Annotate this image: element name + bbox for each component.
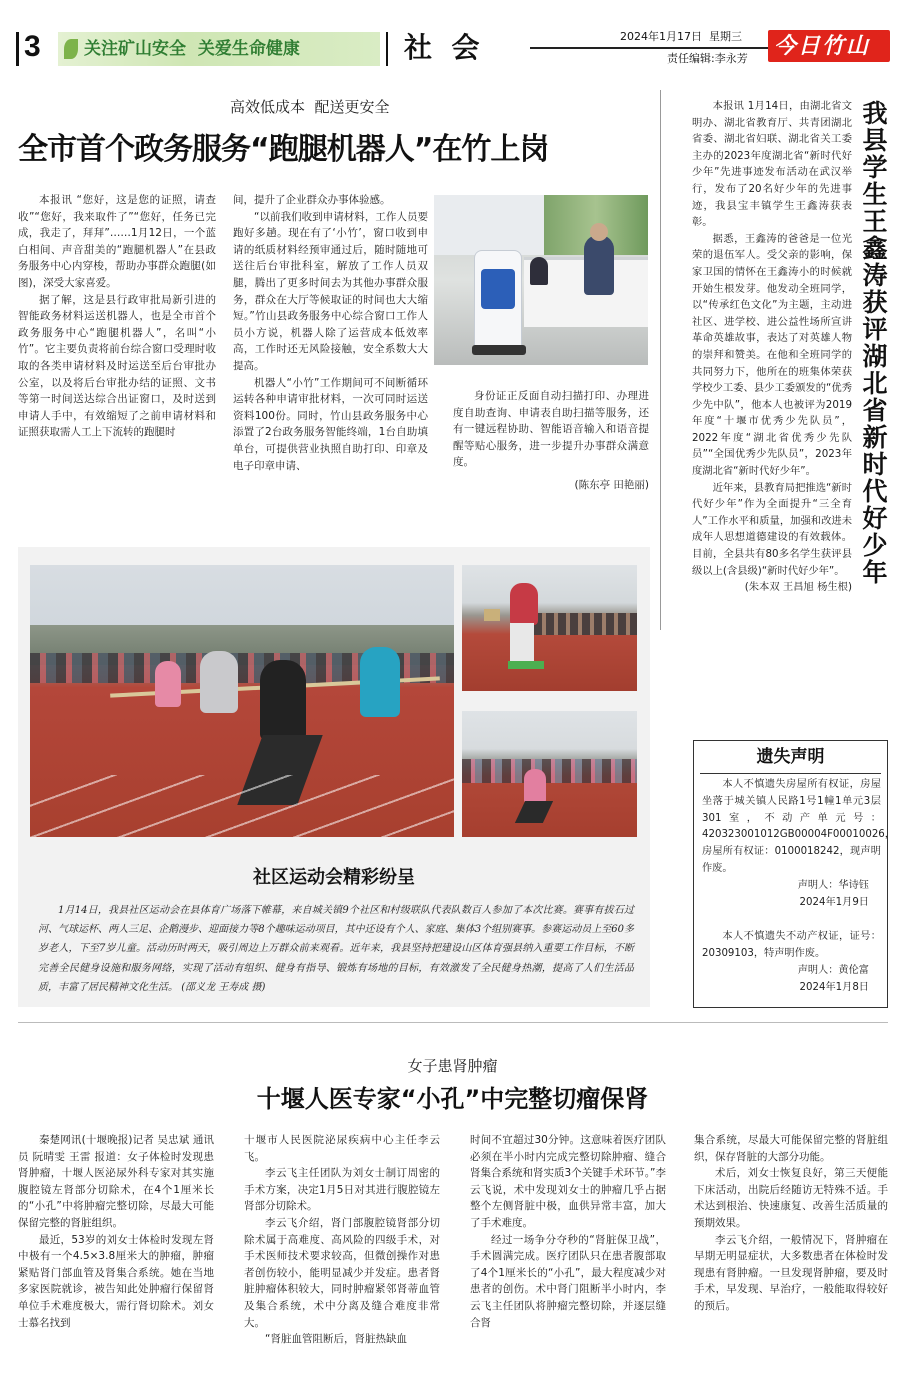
track-lines [30, 775, 454, 837]
robot-wheels [472, 345, 526, 355]
balloon-race-photo [462, 565, 637, 691]
puller-main [260, 660, 306, 740]
robot-column-2 [233, 192, 428, 474]
puller-woman [360, 647, 400, 717]
medical-para: 经过一场争分夺秒的“肾脏保卫战”，手术圆满完成。医疗团队只在患者腹部取了4个1厘米长的“小孔”，最大程度减少对患者的创伤。术中肾门阻断半小时内，李云飞主任团队将肿瘤完整切除，并逐层缝合肾 [470, 1233, 666, 1329]
youth-column [692, 98, 852, 596]
page-header [0, 0, 905, 72]
sports-byline: (邵义龙 王寿成 摄) [181, 981, 266, 993]
sports-caption [38, 901, 634, 997]
notice-item-2: 本人不慎遗失不动产权证，证号：20309103，特声明作废。 [702, 931, 881, 960]
youth-para: 近年来，县教育局把推选“新时代好少年”作为全面提升“三全育人”工作水平和质量，加强和改进未成年人思想道德建设的有效载体。目前，全县共有80多名学生获评县级以上(含县级)“新时代好少年”。 [692, 481, 852, 577]
section-rule [18, 1022, 888, 1023]
medical-para: 十堰市人民医院泌尿疾病中心主任李云飞。 [244, 1134, 440, 1163]
robot-column-3 [453, 388, 649, 494]
puller-kid [155, 661, 181, 707]
medical-column-3 [470, 1132, 666, 1331]
photo-window [434, 195, 544, 255]
medical-para: 时间不宜超过30分钟。这意味着医疗团队必须在半小时内完成完整切除肿瘤、缝合肾集合系统和肾实质3个关键手术环节。”李云飞说，术中发现刘女士的肿瘤几乎占据整个左侧肾脏中极，血供异常丰富，加大了手术难度。 [470, 1134, 666, 1229]
child-runner [524, 769, 546, 803]
notice-body [702, 777, 895, 997]
column-rule [660, 90, 661, 630]
youth-byline: (朱本双 王昌旭 杨生根) [744, 581, 852, 594]
robot-subtitle: 高效低成本 配送更安全 [230, 98, 390, 116]
leaf-icon [64, 39, 78, 59]
robot-body [474, 250, 522, 350]
robot-para: 间，提升了企业群众办事体验感。 [233, 194, 391, 206]
medical-para: “肾脏血管阻断后，肾脏热缺血 [265, 1333, 407, 1346]
lost-notice-box [693, 740, 895, 1008]
robot-column-1 [18, 192, 216, 441]
person-seated [584, 235, 614, 295]
issue-date [620, 29, 742, 45]
header-left-rule [16, 32, 19, 66]
green-mat [508, 661, 544, 669]
robot-para: 据了解，这是县行政审批局新引进的智能政务材料运送机器人，也是全市首个政务服务中心“跑腿机器人”，名叫“小竹”。它主要负责将前台综合窗口受理时收取的各类申请材料及时运送至后台审批办公室，以及将后台审批办结的证照、文书等第一时间送达综合出证窗口，及时送到申请人手中，有效缩短了之前申请材料和证照获取需人工上下流转的跑腿时 [18, 293, 216, 439]
clerk [530, 257, 548, 285]
puller-gray [200, 651, 238, 713]
medical-para: 李云飞主任团队为刘女士制订周密的手术方案，决定1月5日对其进行腹腔镜左肾部分切除术。 [244, 1167, 440, 1213]
notice-date-2: 2024年1月8日 [799, 981, 869, 993]
section-title: 社 会 [404, 31, 480, 64]
robot-para: “以前我们收到申请材料，工作人员要跑好多趟。现在有了‘小竹’，窗口收到申请的纸质材料经预审通过后，随时随地可送往后台审批科室，解放了工作人员双腿，腾出了更多时间去为其他办事群众服务，群众在大厅等候取证的时间也大大缩短。”竹山县政务服务中心综合窗口工作人员小方说，机器人除了运营成本低效率高，工作时还无风险接触，安全系数大大提高。 [233, 210, 428, 372]
notice-spacer [702, 911, 881, 929]
sports-caption-text [38, 901, 634, 997]
notice-title-rule [700, 773, 881, 774]
medical-column-4 [694, 1132, 888, 1315]
runner-woman [510, 583, 538, 625]
youth-headline: 我县学生王鑫涛获评湖北省新时代好少年 [859, 100, 888, 586]
medical-para: 集合系统，尽最大可能保留完整的肾脏组织，保存肾脏的大部分功能。 [694, 1134, 888, 1163]
weekday-text: 星期三 [709, 30, 742, 43]
notice-date-1: 2024年1月9日 [799, 896, 869, 908]
date-text: 2024年1月17日 [620, 30, 702, 43]
notice-signer-2: 声明人：黄伦富 [797, 964, 869, 976]
slogan-text: 关注矿山安全 关爱生命健康 [84, 39, 300, 59]
medical-para: 秦楚网讯(十堰晚报)记者 吴忠斌 通讯员 阮晴雯 王雷 报道：女子体检时发现患肾肿瘤，十堰人医泌尿外科专家对其实施腹腔镜左肾部分切除术，在4个1厘米长的“小孔”中将肿瘤完整切除，尽最大可能保留完整的肾脏组织。 [18, 1134, 214, 1229]
notice-item-1: 本人不慎遗失房屋所有权证，房屋坐落于城关镇人民路1号1幢1单元3层301室，不动产单元号：420323001012GB00004F00010026，房屋所有权证：0100018242，现声明作废。 [702, 779, 895, 874]
sports-headline: 社区运动会精彩纷呈 [253, 867, 415, 888]
sports-photo-box [18, 547, 650, 1007]
caption-body: 1月14日，我县社区运动会在县体育广场落下帷幕，来自城关镇9个社区和村级联队代表队数百人参加了本次比赛。赛事有拔石过河、气球运杯、两人三足、企鹅漫步、迎面接力等8个趣味运动项目，其中还设有个人、家庭、集体3个组别赛事。参赛运动员上至60多岁老人，下至7岁儿童。活动历时两天，吸引周边上万群众前来观看。近年来，我县坚持把建设山区体育强县纳入重要工作目标，不断完善全民健身设施和服务网络，实现了活动有组织、健身有指导、锻炼有场地的目标，有效激发了全民健身热潮，提高了人们生活品质，丰富了居民精神文化生活。 [38, 905, 634, 993]
medical-para: 最近，53岁的刘女士体检时发现左肾中极有一个4.5×3.8厘米大的肿瘤，肿瘤紧贴肾门部血管及肾集合系统。她在当地多家医院就诊，被告知此处肿瘤行保留肾单位手术难度极大，需行肾切除术。刘女士慕名找到 [18, 1233, 214, 1329]
child-running-photo [462, 711, 637, 837]
carried-board [484, 609, 500, 621]
robot-para: 身份证正反面自动扫描打印、办理进度自助查询、申请表自助扫描等服务，还有一键远程协助、智能语音输入和语音提醒等贴心服务，进一步提升办事群众满意度。 [453, 390, 649, 469]
robot-photo [434, 195, 648, 365]
medical-headline: 十堰人医专家“小孔”中完整切瘤保肾 [256, 1085, 649, 1113]
header-rule [530, 47, 768, 49]
notice-title: 遗失声明 [756, 747, 825, 767]
medical-column-2 [244, 1132, 440, 1348]
editor-credit: 责任编辑:李永芳 [667, 52, 748, 65]
person-head [590, 223, 608, 241]
robot-para: 本报讯 “您好，这是您的证照，请查收”“您好，我来取件了”“您好，任务已完成，我走了，拜拜”……1月12日，一个蓝白相间、声音甜美的“跑腿机器人”在县政务服务中心内穿梭，帮助办事群众跑腿(如图)，深受大家喜爱。 [18, 194, 216, 289]
child-legs [515, 801, 553, 823]
section-divider [386, 32, 388, 66]
robot-byline: (陈东亭 田艳丽) [574, 478, 649, 491]
photo-crowd-2 [462, 759, 637, 783]
robot-headline: 全市首个政务服务“跑腿机器人”在竹上岗 [18, 132, 549, 167]
robot-blue-panel [481, 269, 515, 309]
medical-subtitle: 女子患肾肿瘤 [407, 1057, 498, 1075]
medical-para: 李云飞介绍，一般情况下，肾肿瘤在早期无明显症状，大多数患者在体检时发现患有肾肿瘤。一旦发现肾肿瘤，要及时手术，早发现、早治疗，一般能取得较好的预后。 [694, 1233, 888, 1312]
masthead-logo [768, 30, 890, 62]
robot-para: 机器人“小竹”工作期间可不间断循环运转各种申请审批材料，一次可同时运送资料100份。同时，竹山县政务服务中心添置了2台政务服务智能终端，1台自助填单台，可提供营业执照自助打印、印章及电子印章申请、 [233, 376, 428, 472]
masthead-text: 今日竹山 [774, 33, 871, 59]
runner-legs [510, 623, 534, 663]
photo-spectators [522, 613, 637, 635]
slogan-banner [58, 32, 380, 66]
youth-para: 本报讯 1月14日，由湖北省文明办、湖北省教育厅、共青团湖北省委、湖北省妇联、湖北省关工委主办的2023年度湖北省“新时代好少年”先进事迹发布活动在武汉举行，发布了20名好少年的先进事迹，我县宝丰镇学生王鑫涛获表彰。 [692, 100, 852, 229]
medical-column-1 [18, 1132, 214, 1331]
youth-para: 据悉，王鑫涛的爸爸是一位光荣的退伍军人。受父亲的影响，保家卫国的情怀在王鑫涛小的时候就开始生根发芽。他发动全班同学，以“传承红色文化”为主题，主动进社区、进学校、进公益性场所宣讲革命英雄故事，表达了对英雄人物的崇拜和赞美。在他和全班同学的共同努力下，他所在的班集体荣获学校少工委、县少工委颁发的“优秀少先中队”，他本人也被评为2019年度“十堰市优秀少先队员”，2022年度“湖北省优秀少先队员”“全国优秀少先队员”，2023年度湖北省“新时代好少年”。 [692, 232, 852, 478]
medical-para: 李云飞介绍，肾门部腹腔镜肾部分切除术属于高难度、高风险的四级手术，对手术医师技术要求较高，但微创操作对患者创伤较小，能明显减少并发症。患者肾脏肿瘤体积较大，同时肿瘤紧邻肾蒂血管及集合系统，术中分离及缝合难度非常大。 [244, 1216, 440, 1329]
page-number: 3 [24, 30, 41, 63]
medical-para: 术后，刘女士恢复良好，第三天便能下床活动，出院后经随访无特殊不适。手术达到根治、快速康复、改善生活质量的预期效果。 [694, 1167, 888, 1229]
tug-of-war-photo [30, 565, 454, 837]
notice-signer-1: 声明人：华诗钰 [797, 879, 869, 891]
